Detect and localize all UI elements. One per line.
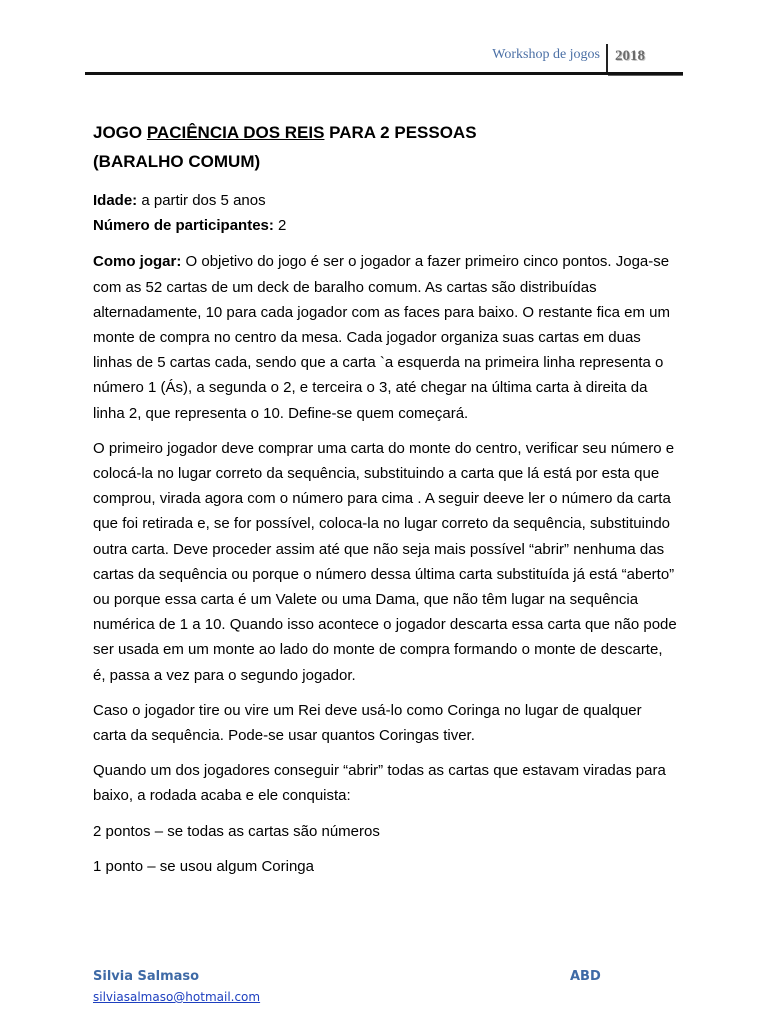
document-body — [93, 118, 678, 879]
points-line-2: 1 ponto – se usou algum Coringa — [93, 857, 314, 875]
header-year: 2018 — [615, 48, 645, 64]
footer-author-name: Silvia Salmaso — [93, 969, 200, 984]
title-suffix: PARA 2 PESSOAS — [324, 123, 477, 142]
paragraph-2: O primeiro jogador deve comprar uma carta do monte do centro, verificar seu número e colocá-la no lugar correto da sequência, substituindo a carta que lá está por esta que comprou, virada agora com o número para cima . A seguir deeve ler o número da carta que foi retirada e, se for possível, coloca-la no lugar correto da sequência, substituindo outra carta. Deve proceder assim até que não seja mais possível “abrir” nenhuma das cartas da sequência ou porque o número dessa última carta substituída já está “aberto” ou porque essa carta é um Valete ou uma Dama, que não têm lugar na sequência numérica de 1 a 10. Quando isso acontece o jogador descarta essa carta que não pode ser usada em um monte ao lado do monte de compra formando o monte de descarte, é, passa a vez para o segundo jogador. — [93, 439, 677, 684]
howto-paragraph — [93, 249, 678, 425]
document-title-line2: (BARALHO COMUM) — [93, 152, 261, 171]
age-value: a partir dos 5 anos — [137, 192, 266, 209]
paragraph-3: Caso o jogador tire ou vire um Rei deve usá-lo como Coringa no lugar de qualquer carta da sequência. Pode-se usar quantos Coringas tiver. — [93, 701, 642, 745]
header-separator — [606, 44, 608, 74]
participants-value: 2 — [273, 217, 287, 235]
header-rule-thin — [608, 75, 683, 76]
title-underlined: PACIÊNCIA DOS REIS — [146, 123, 325, 142]
participants-line — [93, 213, 678, 238]
footer-email-link[interactable]: silviasalmaso@hotmail.com — [93, 990, 261, 1004]
age-line — [93, 188, 678, 213]
paragraph-4: Quando um dos jogadores conseguir “abrir” todas as cartas que estavam viradas para baixo, a rodada acaba e ele conquista: — [93, 762, 666, 805]
header-rule — [85, 72, 683, 75]
title-prefix: JOGO — [93, 123, 147, 142]
header-label: Workshop de jogos — [492, 47, 600, 62]
howto-text: O objetivo do jogo é ser o jogador a fazer primeiro cinco pontos. Joga-se com as 52 cartas de um deck de baralho comum. As cartas são distribuídas alternadamente, 10 para cada jogador com as faces para baixo. O restante fica em um monte de compra no centro da mesa. Cada jogador organiza suas cartas em duas linhas de 5 cartas cada, sendo que a carta `a esquerda na primeira linha representa o número 1 (Ás), a segunda o 2, e terceira o 3, até chegar na última carta à direita da linha 2, que representa o 10. Define-se quem começará. — [93, 253, 670, 422]
points-line-1: 2 pontos – se todas as cartas são números — [93, 822, 380, 840]
footer-org: ABD — [570, 969, 601, 984]
howto-label: Como jogar: — [93, 253, 182, 271]
participants-label: Número de participantes: — [93, 217, 274, 235]
document-title — [93, 118, 678, 147]
age-label: Idade: — [93, 192, 138, 209]
